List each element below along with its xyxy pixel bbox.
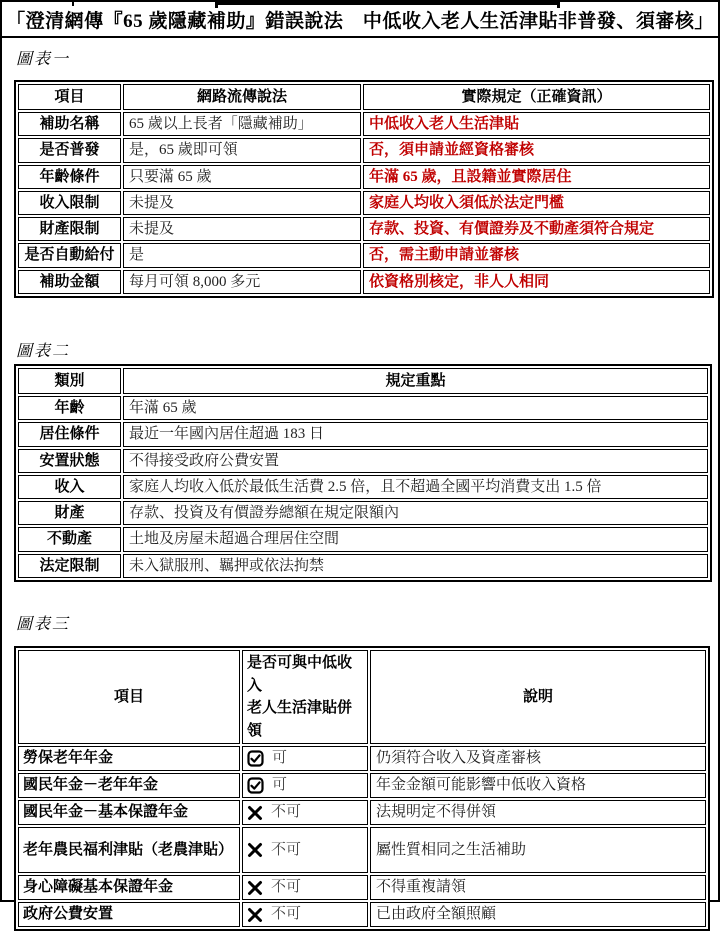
eligibility-label: 不可 [271, 841, 302, 858]
table-row [18, 243, 710, 267]
fact-cell: 依資格別核定，非人人相同 [363, 270, 710, 294]
eligibility-cell [242, 875, 368, 900]
note-cell: 屬性質相同之生活補助 [370, 827, 706, 873]
table-row [18, 501, 708, 525]
category-cell: 法定限制 [18, 554, 121, 578]
header-item: 項目 [18, 84, 121, 110]
checkbox-checked-icon [247, 750, 264, 767]
note-cell: 已由政府全額照顧 [370, 902, 706, 927]
fact-cell: 年滿 65 歲，且設籍並實際居住 [363, 165, 710, 189]
table-row [18, 217, 710, 241]
eligibility-label: 不可 [271, 906, 302, 923]
claim-cell: 未提及 [123, 191, 361, 215]
table-row [18, 773, 706, 798]
fact-cell: 存款、投資、有價證券及不動產須符合規定 [363, 217, 710, 241]
category-cell: 收入 [18, 475, 121, 499]
eligibility-cell [242, 773, 368, 798]
pension-cell: 政府公費安置 [18, 902, 240, 927]
rule-cell: 未入獄服刑、羈押或依法拘禁 [123, 554, 708, 578]
rule-cell: 存款、投資及有價證券總額在規定限額內 [123, 501, 708, 525]
eligibility-label: 不可 [271, 879, 302, 896]
figure2-label: 圖表二 [16, 343, 71, 360]
table-row [18, 746, 706, 771]
pension-cell: 國民年金－基本保證年金 [18, 800, 240, 825]
table-row [18, 875, 706, 900]
item-cell: 收入限制 [18, 191, 121, 215]
header-fact: 實際規定（正確資訊） [363, 84, 710, 110]
claim-cell: 只要滿 65 歲 [123, 165, 361, 189]
table-header-row [18, 368, 708, 394]
x-mark-icon [247, 842, 263, 858]
rule-cell: 土地及房屋未超過合理居住空間 [123, 527, 708, 551]
eligibility-cell [242, 902, 368, 927]
eligibility-label: 可 [272, 777, 288, 794]
pension-cell: 國民年金－老年年金 [18, 773, 240, 798]
header-claim: 網路流傳說法 [123, 84, 361, 110]
fact-cell: 否，需主動申請並審核 [363, 243, 710, 267]
category-cell: 安置狀態 [18, 449, 121, 473]
claim-cell: 未提及 [123, 217, 361, 241]
header-pension: 項目 [18, 650, 240, 744]
claim-cell: 是，65 歲即可領 [123, 138, 361, 162]
eligibility-label: 不可 [271, 804, 302, 821]
claim-cell: 每月可領 8,000 多元 [123, 270, 361, 294]
item-cell: 補助金額 [18, 270, 121, 294]
item-cell: 補助名稱 [18, 112, 121, 136]
table-header-row [18, 650, 706, 744]
table-row [18, 112, 710, 136]
table-row [18, 270, 710, 294]
figure1-label: 圖表一 [16, 51, 71, 68]
fact-cell: 否，須申請並經資格審核 [363, 138, 710, 162]
category-cell: 財產 [18, 501, 121, 525]
table-row [18, 422, 708, 446]
header-category: 類別 [18, 368, 121, 394]
table-row [18, 396, 708, 420]
table-row [18, 827, 706, 873]
header-rule: 規定重點 [123, 368, 708, 394]
header-note: 說明 [370, 650, 706, 744]
table-row [18, 191, 710, 215]
table-row [18, 800, 706, 825]
item-cell: 是否自動給付 [18, 243, 121, 267]
table-row [18, 449, 708, 473]
category-cell: 年齡 [18, 396, 121, 420]
page-title: 「澄清網傳『65 歲隱藏補助』錯誤說法 中低收入老人生活津貼非普發、須審核」 [2, 2, 718, 38]
figure3-table [14, 646, 710, 931]
claim-cell: 65 歲以上長者「隱藏補助」 [123, 112, 361, 136]
eligibility-cell [242, 827, 368, 873]
table-row [18, 165, 710, 189]
header-eligibility-line2: 老人生活津貼併領 [247, 700, 353, 739]
claim-cell: 是 [123, 243, 361, 267]
figure1-table [14, 80, 714, 298]
item-cell: 年齡條件 [18, 165, 121, 189]
pension-cell: 身心障礙基本保證年金 [18, 875, 240, 900]
x-mark-icon [247, 805, 263, 821]
checkbox-checked-icon [247, 777, 264, 794]
header-eligibility [242, 650, 368, 744]
table-header-row [18, 84, 710, 110]
category-cell: 不動產 [18, 527, 121, 551]
eligibility-cell [242, 746, 368, 771]
figure2-table [14, 364, 712, 582]
eligibility-label: 可 [272, 750, 288, 767]
fact-cell: 家庭人均收入須低於法定門檻 [363, 191, 710, 215]
pension-cell: 勞保老年年金 [18, 746, 240, 771]
note-cell: 不得重複請領 [370, 875, 706, 900]
note-cell: 年金金額可能影響中低收入資格 [370, 773, 706, 798]
table-row [18, 554, 708, 578]
pension-cell: 老年農民福利津貼（老農津貼） [18, 827, 240, 873]
eligibility-cell [242, 800, 368, 825]
table-row [18, 527, 708, 551]
rule-cell: 最近一年國內居住超過 183 日 [123, 422, 708, 446]
x-mark-icon [247, 907, 263, 923]
item-cell: 財產限制 [18, 217, 121, 241]
rule-cell: 不得接受政府公費安置 [123, 449, 708, 473]
item-cell: 是否普發 [18, 138, 121, 162]
fact-cell: 中低收入老人生活津貼 [363, 112, 710, 136]
rule-cell: 家庭人均收入低於最低生活費 2.5 倍，且不超過全國平均消費支出 1.5 倍 [123, 475, 708, 499]
header-eligibility-line1: 是否可與中低收入 [247, 655, 353, 694]
category-cell: 居住條件 [18, 422, 121, 446]
rule-cell: 年滿 65 歲 [123, 396, 708, 420]
table-row [18, 902, 706, 927]
x-mark-icon [247, 880, 263, 896]
table-row [18, 475, 708, 499]
figure3-label: 圖表三 [16, 616, 71, 633]
note-cell: 仍須符合收入及資產審核 [370, 746, 706, 771]
note-cell: 法規明定不得併領 [370, 800, 706, 825]
table-row [18, 138, 710, 162]
